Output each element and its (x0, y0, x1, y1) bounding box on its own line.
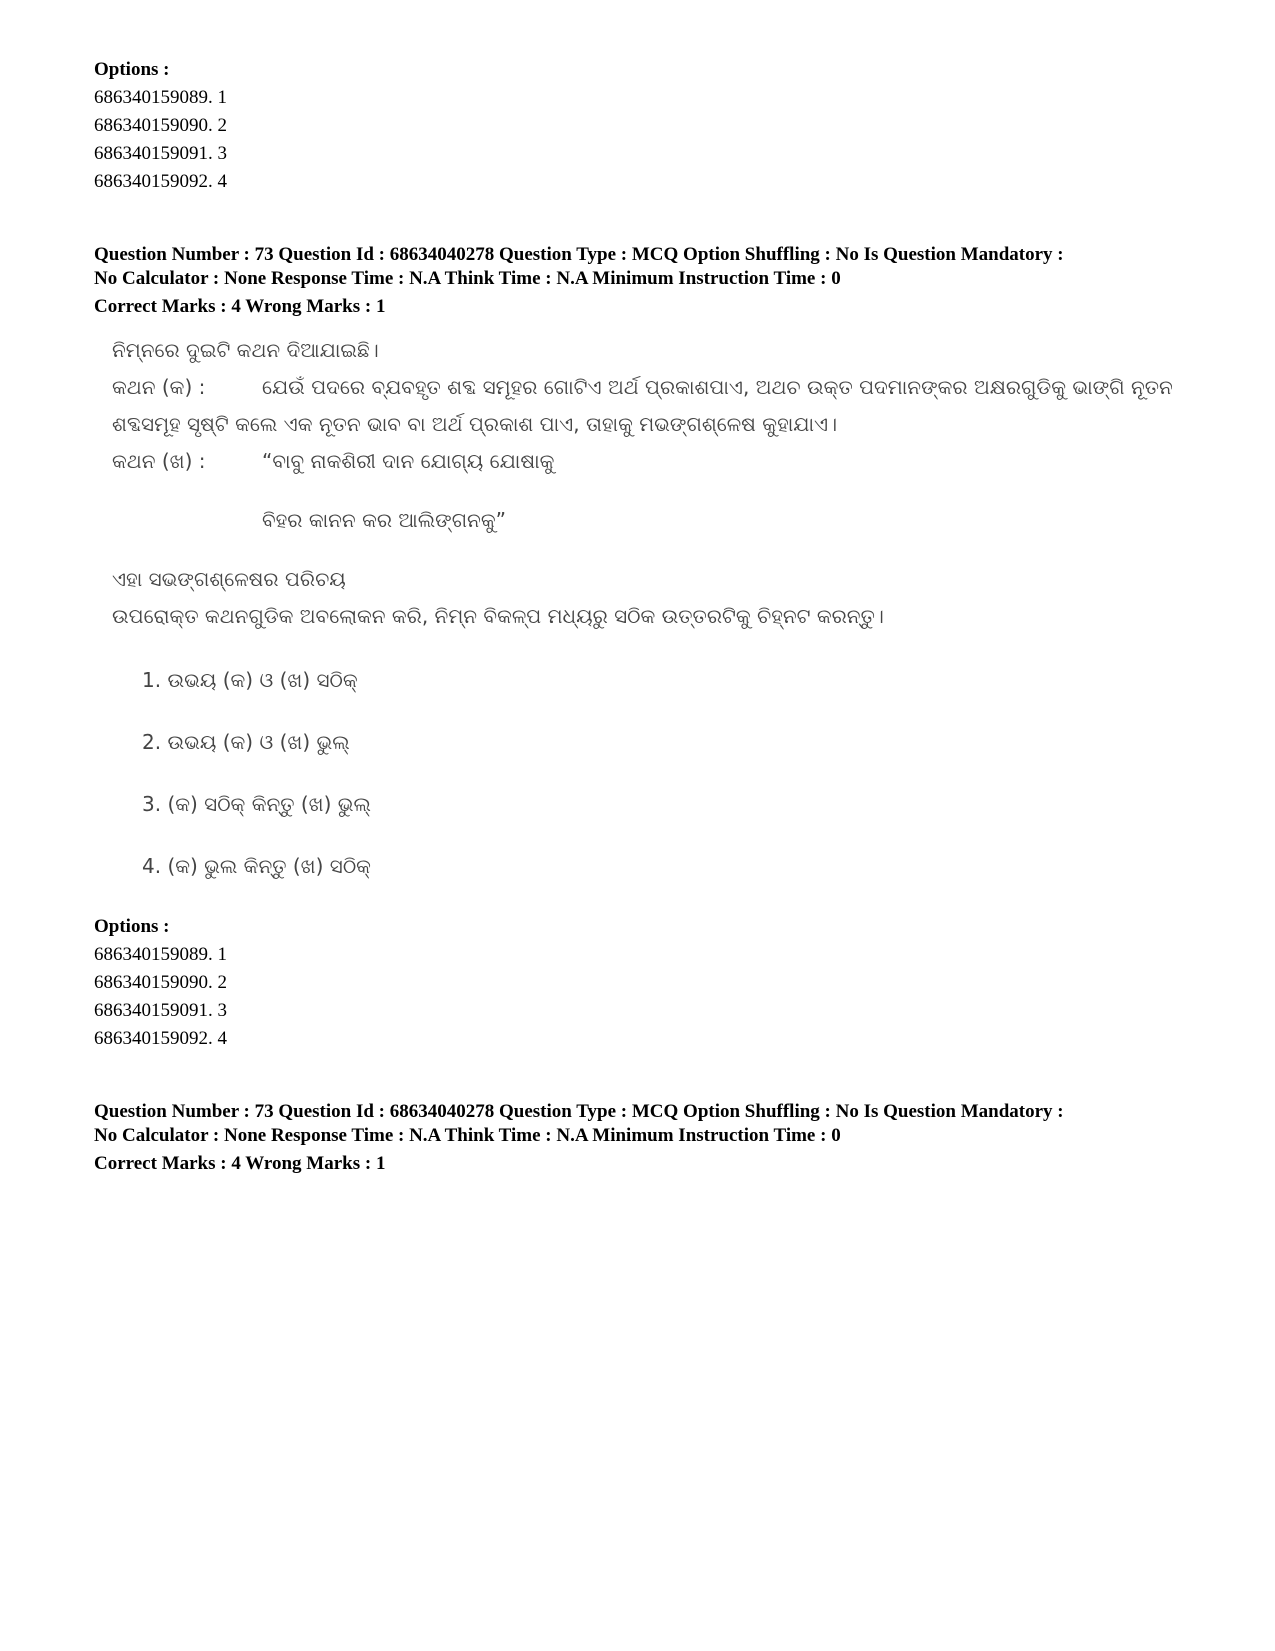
statement-2-continuation: ବିହର କାନନ କର ଆଲିଙ୍ଗନକୁ” (262, 508, 506, 532)
options-heading: Options : (94, 59, 170, 80)
statement-2-label: କଥନ (ଖ) : (112, 449, 206, 473)
question-meta-line-1: Question Number : 73 Question Id : 68634040278 Question Type : MCQ Option Shuffling : No Is Question Mandatory : (94, 1101, 1064, 1122)
question-intro: ନିମ୍ନରେ ଦୁଇଟି କଥନ ଦିଆଯାଇଛି। (112, 338, 379, 362)
statement-note: ଏହା ସଭଙ୍ଗଶ୍ଳେଷର ପରିଚୟ (112, 567, 346, 591)
question-marks: Correct Marks : 4 Wrong Marks : 1 (94, 296, 386, 317)
answer-choice-3: 3. (କ) ସଠିକ୍ କିନ୍ତୁ (ଖ) ଭୁଲ୍ (142, 792, 371, 816)
option-item-1: 686340159089. 1 (94, 944, 227, 965)
option-item-4: 686340159092. 4 (94, 1028, 227, 1049)
answer-choice-1: 1. ଉଭୟ (କ) ଓ (ଖ) ସଠିକ୍ (142, 668, 358, 692)
next-question-meta-block (94, 1100, 1214, 1176)
question-marks: Correct Marks : 4 Wrong Marks : 1 (94, 1153, 386, 1174)
question-meta-line-1: Question Number : 73 Question Id : 68634040278 Question Type : MCQ Option Shuffling : No Is Question Mandatory : (94, 244, 1064, 265)
option-item-2: 686340159090. 2 (94, 115, 227, 136)
option-item-1: 686340159089. 1 (94, 87, 227, 108)
statement-1 (112, 369, 1173, 406)
answer-choice-2: 2. ଉଭୟ (କ) ଓ (ଖ) ଭୁଲ୍ (142, 730, 350, 754)
question-instruction: ଉପରୋକ୍ତ କଥନଗୁଡିକ ଅବଲୋକନ କରି, ନିମ୍ନ ବିକଳ୍ପ ମଧ୍ୟରୁ ସଠିକ ଉତ୍ତରଟିକୁ ଚିହ୍ନଟ କରନ୍ତୁ। (112, 604, 884, 628)
statement-2-text: “ବାବୁ ନାକଶିରୀ ଦାନ ଯୋଗ୍ୟ ଯୋଷାକୁ (262, 449, 555, 473)
answer-choice-4: 4. (କ) ଭୁଲ କିନ୍ତୁ (ଖ) ସଠିକ୍ (142, 854, 371, 878)
question-meta-block (94, 243, 1214, 319)
option-item-2: 686340159090. 2 (94, 972, 227, 993)
statement-1-continuation: ଶବ୍ଦସମୂହ ସୃଷ୍ଟି କଲେ ଏକ ନୂତନ ଭାବ ବା ଅର୍ଥ ପ୍ରକାଶ ପାଏ, ତାହାକୁ ମଭଙ୍ଗଶ୍ଳେଷ କୁହାଯାଏ। (112, 412, 838, 436)
question-body (112, 332, 1173, 913)
question-meta-line-2: No Calculator : None Response Time : N.A Think Time : N.A Minimum Instruction Time : 0 (94, 268, 841, 289)
statement-1-label: କଥନ (କ) : (112, 375, 206, 399)
top-options-block (94, 56, 1214, 196)
option-item-4: 686340159092. 4 (94, 171, 227, 192)
option-item-3: 686340159091. 3 (94, 1000, 227, 1021)
bottom-options-block (94, 913, 1214, 1053)
options-heading: Options : (94, 916, 170, 937)
statement-1-text: ଯେଉଁ ପଦରେ ବ୍ଯବହୃତ ଶବ୍ଦ ସମୂହର ଗୋଟିଏ ଅର୍ଥ ପ୍ରକାଶପାଏ, ଅଥଚ ଉକ୍ତ ପଦମାନଙ୍କର ଅକ୍ଷରଗୁଡିକୁ ଭାଙ୍ଗି ନୂତନ (262, 375, 1173, 399)
statement-2 (112, 443, 1132, 480)
question-meta-line-2: No Calculator : None Response Time : N.A Think Time : N.A Minimum Instruction Time : 0 (94, 1125, 841, 1146)
option-item-3: 686340159091. 3 (94, 143, 227, 164)
